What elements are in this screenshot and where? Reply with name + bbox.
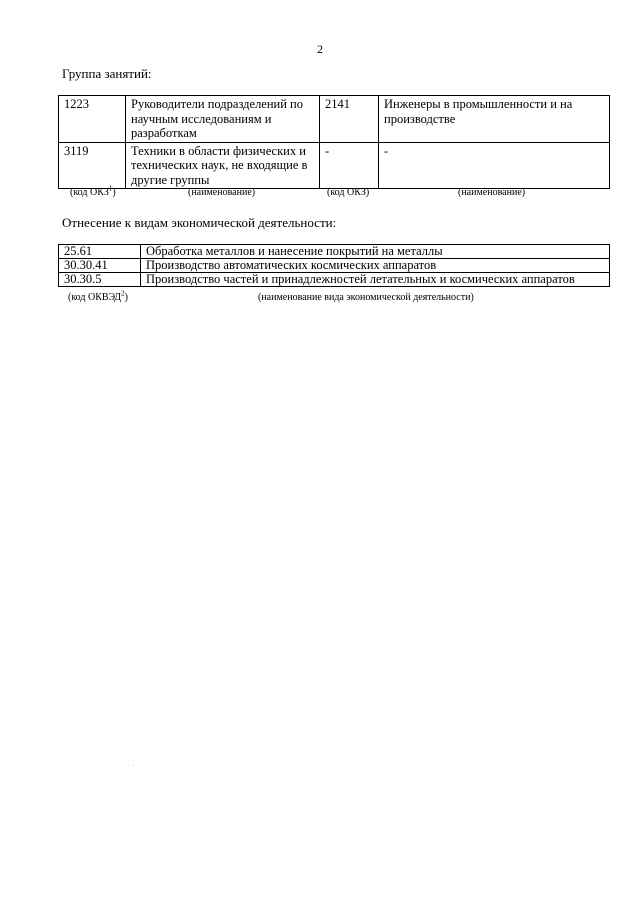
table-row — [59, 273, 610, 287]
okz-code-cell: 1223 — [59, 96, 126, 143]
okz-code-caption-2: (код ОКЗ) — [327, 187, 370, 198]
occupation-name-cell: - — [379, 142, 610, 189]
okz-code-cell: 2141 — [320, 96, 379, 143]
name-caption-2: (наименование) — [458, 187, 526, 198]
table-row — [59, 96, 610, 143]
okved-code-cell: 25.61 — [59, 245, 141, 259]
occupation-name-cell: Техники в области физических и технических наук, не входящие в другие группы — [126, 142, 320, 189]
occupation-groups-table — [58, 95, 610, 189]
activity-name-cell: Производство автоматических космических аппаратов — [141, 259, 610, 273]
okz-code-cell: 3119 — [59, 142, 126, 189]
page-number: 2 — [317, 42, 323, 56]
okved-code-caption: (код ОКВЭД$^2$) — [68, 289, 128, 303]
economic-activities-table — [58, 244, 610, 287]
name-caption: (наименование) — [188, 187, 256, 198]
activity-name-caption: (наименование вида экономической деятельности) — [258, 292, 474, 303]
okz-code-cell: - — [320, 142, 379, 189]
table-row — [59, 142, 610, 189]
table-row — [59, 245, 610, 259]
occupation-name-cell: Руководители подразделений по научным исследованиям и разработкам — [126, 96, 320, 143]
okved-code-cell: 30.30.41 — [59, 259, 141, 273]
scan-speck — [133, 765, 134, 766]
okz-code-caption: (код ОКЗ$^1$) — [70, 184, 116, 198]
activity-name-cell: Обработка металлов и нанесение покрытий на металлы — [141, 245, 610, 259]
occupation-name-cell: Инженеры в промышленности и на производстве — [379, 96, 610, 143]
table-row — [59, 259, 610, 273]
economic-activities-title: Отнесение к видам экономической деятельности: — [62, 215, 337, 230]
okved-code-cell: 30.30.5 — [59, 273, 141, 287]
activity-name-cell: Производство частей и принадлежностей летательных и космических аппаратов — [141, 273, 610, 287]
occupation-groups-title: Группа занятий: — [62, 66, 152, 81]
